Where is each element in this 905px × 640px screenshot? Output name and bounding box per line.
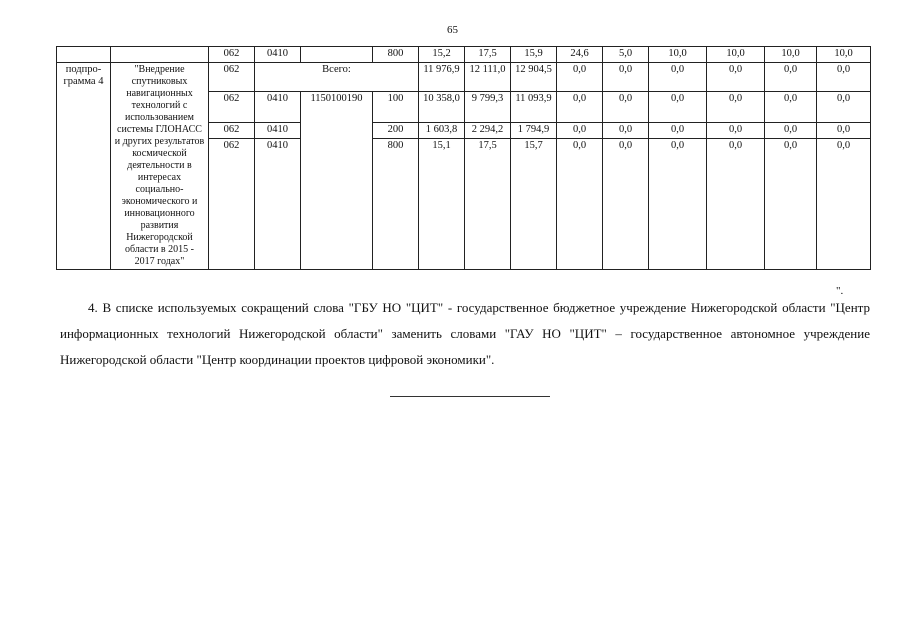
table-cell: 17,5	[465, 139, 511, 270]
table-cell: 062	[209, 139, 255, 270]
table-cell: 0,0	[603, 139, 649, 270]
table-cell: 0410	[255, 47, 301, 63]
table-cell: 0,0	[707, 123, 765, 139]
table-cell	[57, 47, 111, 63]
table-cell: 0,0	[557, 139, 603, 270]
table-cell: 800	[373, 139, 419, 270]
table-cell: 0,0	[649, 123, 707, 139]
table-cell: 17,5	[465, 47, 511, 63]
table-cell: 10 358,0	[419, 92, 465, 123]
table-cell: 0,0	[707, 63, 765, 92]
closing-quote: ".	[836, 285, 844, 297]
table-cell: 15,7	[511, 139, 557, 270]
subprogram-description: "Внедрение спутниковых навигационных технологий с использованием системы ГЛОНАСС и других результатов космической деятельности в интересах социально-экономического и инновационного развития Нижегородской области в 2015 - 2017 годах"	[111, 63, 209, 270]
table-cell: 0,0	[817, 92, 871, 123]
table-cell: 1 794,9	[511, 123, 557, 139]
table-cell: 0,0	[817, 63, 871, 92]
table-cell: 0410	[255, 139, 301, 270]
subprogram-label: подпро-грамма 4	[57, 63, 111, 270]
table-cell: 0,0	[557, 63, 603, 92]
table-cell: 0,0	[603, 92, 649, 123]
table-cell: 0410	[255, 92, 301, 123]
table-row	[57, 47, 871, 63]
table-cell: 800	[373, 47, 419, 63]
table-cell: 0,0	[707, 139, 765, 270]
table-cell: 1150100190	[301, 92, 373, 270]
table-cell: 15,9	[511, 47, 557, 63]
table-cell: 11 976,9	[419, 63, 465, 92]
table-cell: 12 904,5	[511, 63, 557, 92]
table-cell: 15,2	[419, 47, 465, 63]
table-cell	[111, 47, 209, 63]
table-cell: 0,0	[649, 139, 707, 270]
table-cell: 0,0	[649, 63, 707, 92]
table-cell: 0,0	[765, 63, 817, 92]
table-cell: 11 093,9	[511, 92, 557, 123]
total-label: Всего:	[255, 63, 419, 92]
table-cell: 0,0	[765, 139, 817, 270]
table-cell: 10,0	[707, 47, 765, 63]
table-cell: 0,0	[765, 123, 817, 139]
table-cell: 10,0	[765, 47, 817, 63]
table-cell	[301, 47, 373, 63]
table-cell: 1 603,8	[419, 123, 465, 139]
table-cell: 0,0	[603, 63, 649, 92]
table-cell: 062	[209, 92, 255, 123]
table-cell: 062	[209, 63, 255, 92]
divider-line	[390, 396, 550, 397]
amendment-paragraph: 4. В списке используемых сокращений слова "ГБУ НО "ЦИТ" - государственное бюджетное учреждение Нижегородской области "Центр информационных технологий Нижегородской области" заменить словами "ГАУ НО "ЦИТ" – государственное автономное учреждение Нижегородской области "Центр координации проектов цифровой экономики".	[60, 300, 870, 367]
table-cell: 9 799,3	[465, 92, 511, 123]
table-cell: 12 111,0	[465, 63, 511, 92]
table-cell: 0,0	[603, 123, 649, 139]
table-cell: 0410	[255, 123, 301, 139]
table-cell: 0,0	[817, 123, 871, 139]
table-cell: 062	[209, 123, 255, 139]
table-cell: 062	[209, 47, 255, 63]
table-cell: 0,0	[557, 92, 603, 123]
page-number: 65	[447, 24, 458, 36]
table-cell: 24,6	[557, 47, 603, 63]
table-cell: 15,1	[419, 139, 465, 270]
table-cell: 200	[373, 123, 419, 139]
table-cell: 0,0	[649, 92, 707, 123]
table-cell: 2 294,2	[465, 123, 511, 139]
table-cell: 100	[373, 92, 419, 123]
table-cell: 10,0	[649, 47, 707, 63]
table-cell: 0,0	[817, 139, 871, 270]
table-cell: 10,0	[817, 47, 871, 63]
table-cell: 0,0	[557, 123, 603, 139]
table-cell: 5,0	[603, 47, 649, 63]
table-row	[57, 63, 871, 92]
table-cell: 0,0	[707, 92, 765, 123]
budget-table	[56, 46, 871, 270]
table-cell: 0,0	[765, 92, 817, 123]
